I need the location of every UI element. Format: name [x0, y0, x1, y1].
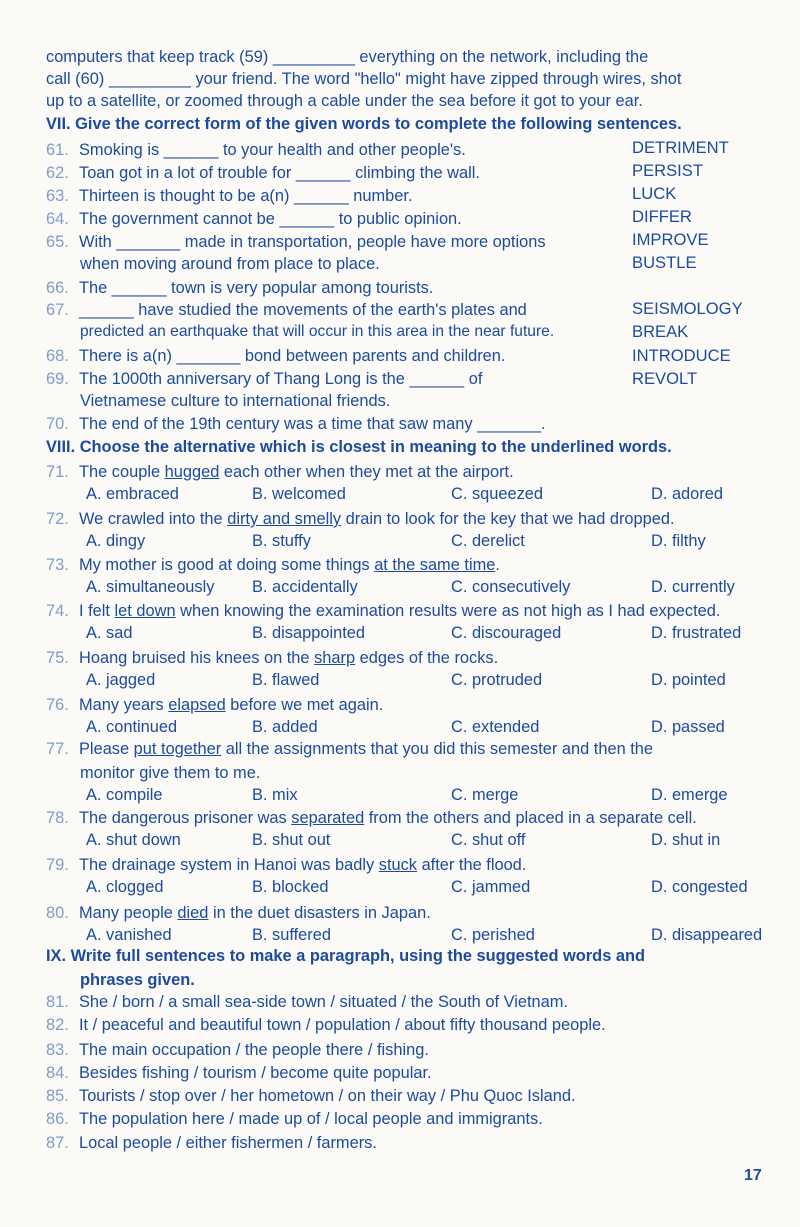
- item-68: 68. There is a(n) _______ bond between parents and children.: [46, 347, 506, 365]
- option-b[interactable]: B. welcomed: [252, 485, 346, 503]
- question-text: after the flood.: [417, 856, 527, 874]
- word-62: PERSIST: [632, 161, 704, 180]
- option-d[interactable]: D. passed: [651, 718, 725, 736]
- question-number: 72.: [46, 510, 69, 528]
- option-a[interactable]: A. sad: [86, 624, 133, 642]
- option-a[interactable]: A. continued: [86, 718, 178, 736]
- question-text: The couple: [79, 463, 165, 481]
- option-d[interactable]: D. filthy: [651, 532, 706, 550]
- item-69: 69. The 1000th anniversary of Thang Long is the ______ of: [46, 370, 483, 388]
- option-d[interactable]: D. currently: [651, 578, 735, 596]
- word-bustle: BUSTLE: [632, 253, 697, 272]
- option-d[interactable]: D. pointed: [651, 671, 726, 689]
- underlined-words: separated: [291, 809, 365, 827]
- question-76: [46, 695, 760, 715]
- word-68: INTRODUCE: [632, 346, 731, 365]
- option-c[interactable]: C. discouraged: [451, 624, 562, 642]
- question-text: from the others and placed in a separate cell.: [364, 809, 697, 827]
- section-9-heading: IX. Write full sentences to make a paragraph, using the suggested words and: [46, 947, 646, 965]
- question-79: [46, 855, 760, 875]
- intro-line: computers that keep track (59) _________ everything on the network, including the: [46, 48, 649, 66]
- underlined-words: elapsed: [168, 696, 226, 714]
- option-b[interactable]: B. disappointed: [252, 624, 365, 642]
- option-c[interactable]: C. protruded: [451, 671, 543, 689]
- option-d[interactable]: D. shut in: [651, 831, 721, 849]
- underlined-words: dirty and smelly: [227, 510, 342, 528]
- question-number: 71.: [46, 463, 69, 481]
- question-77: [46, 739, 760, 759]
- option-c[interactable]: C. merge: [451, 786, 519, 804]
- question-number: 76.: [46, 696, 69, 714]
- question-cont: monitor give them to me.: [80, 764, 261, 782]
- question-text: drain to look for the key that we had dropped.: [341, 510, 675, 528]
- question-number: 75.: [46, 649, 69, 667]
- question-80: [46, 903, 760, 923]
- option-c[interactable]: C. derelict: [451, 532, 525, 550]
- underlined-words: sharp: [314, 649, 356, 667]
- item-87: 87. Local people / either fishermen / farmers.: [46, 1134, 377, 1152]
- question-text: .: [495, 556, 500, 574]
- question-text: I felt: [79, 602, 115, 620]
- option-c[interactable]: C. squeezed: [451, 485, 544, 503]
- question-text: all the assignments that you did this semester and then the: [221, 740, 654, 758]
- option-b[interactable]: B. shut out: [252, 831, 331, 849]
- option-c[interactable]: C. extended: [451, 718, 540, 736]
- item-65-cont: when moving around from place to place.: [80, 255, 380, 273]
- underlined-words: let down: [114, 602, 176, 620]
- intro-line: call (60) _________ your friend. The word "hello" might have zipped through wires, shot: [46, 70, 682, 88]
- item-61: 61. Smoking is ______ to your health and other people's.: [46, 141, 466, 159]
- option-a[interactable]: A. vanished: [86, 926, 172, 944]
- question-71: [46, 462, 760, 482]
- word-64: DIFFER: [632, 207, 692, 226]
- option-a[interactable]: A. dingy: [86, 532, 146, 550]
- option-a[interactable]: A. compile: [86, 786, 163, 804]
- question-text: edges of the rocks.: [355, 649, 499, 667]
- option-b[interactable]: B. flawed: [252, 671, 320, 689]
- underlined-words: at the same time: [374, 556, 496, 574]
- question-text: The drainage system in Hanoi was badly: [79, 856, 379, 874]
- option-d[interactable]: D. disappeared: [651, 926, 763, 944]
- question-75: [46, 648, 760, 668]
- item-85: 85. Tourists / stop over / her hometown / on their way / Phu Quoc Island.: [46, 1087, 576, 1105]
- section-9-heading-cont: phrases given.: [80, 971, 195, 989]
- item-84: 84. Besides fishing / tourism / become quite popular.: [46, 1064, 432, 1082]
- option-a[interactable]: A. simultaneously: [86, 578, 215, 596]
- item-66: 66. The ______ town is very popular among tourists.: [46, 279, 434, 297]
- question-text: Many years: [79, 696, 169, 714]
- underlined-words: hugged: [164, 463, 220, 481]
- question-72: [46, 509, 760, 529]
- underlined-words: put together: [133, 740, 222, 758]
- item-83: 83. The main occupation / the people there / fishing.: [46, 1041, 429, 1059]
- option-d[interactable]: D. emerge: [651, 786, 728, 804]
- option-b[interactable]: B. added: [252, 718, 318, 736]
- option-b[interactable]: B. blocked: [252, 878, 329, 896]
- item-67-cont: predicted an earthquake that will occur in this area in the near future.: [80, 323, 555, 340]
- question-text: in the duet disasters in Japan.: [208, 904, 431, 922]
- item-63: 63. Thirteen is thought to be a(n) ______ number.: [46, 187, 413, 205]
- option-c[interactable]: C. shut off: [451, 831, 526, 849]
- question-text: My mother is good at doing some things: [79, 556, 375, 574]
- option-b[interactable]: B. suffered: [252, 926, 331, 944]
- word-63: LUCK: [632, 184, 677, 203]
- question-text: The dangerous prisoner was: [79, 809, 292, 827]
- question-number: 80.: [46, 904, 69, 922]
- item-81: 81. She / born / a small sea-side town / situated / the South of Vietnam.: [46, 993, 568, 1011]
- item-62: 62. Toan got in a lot of trouble for ______ climbing the wall.: [46, 164, 480, 182]
- option-c[interactable]: C. perished: [451, 926, 535, 944]
- question-74: [46, 601, 760, 621]
- option-a[interactable]: A. clogged: [86, 878, 164, 896]
- question-number: 74.: [46, 602, 69, 620]
- option-c[interactable]: C. jammed: [451, 878, 531, 896]
- word-61: DETRIMENT: [632, 138, 729, 157]
- question-text: each other when they met at the airport.: [219, 463, 514, 481]
- item-67: 67. ______ have studied the movements of the earth's plates and: [46, 301, 527, 319]
- word-65: IMPROVE: [632, 230, 709, 249]
- option-d[interactable]: D. adored: [651, 485, 723, 503]
- question-73: [46, 555, 760, 575]
- section-7-heading: VII. Give the correct form of the given words to complete the following sentences.: [46, 115, 682, 133]
- word-67: SEISMOLOGY: [632, 299, 743, 318]
- question-text: Hoang bruised his knees on the: [79, 649, 315, 667]
- item-86: 86. The population here / made up of / local people and immigrants.: [46, 1110, 543, 1128]
- option-d[interactable]: D. frustrated: [651, 624, 742, 642]
- question-text: Please: [79, 740, 134, 758]
- item-65: 65. With _______ made in transportation, people have more options: [46, 233, 546, 251]
- item-69-cont: Vietnamese culture to international friends.: [80, 392, 391, 410]
- option-b[interactable]: B. accidentally: [252, 578, 358, 596]
- question-78: [46, 808, 760, 828]
- option-a[interactable]: A. jagged: [86, 671, 156, 689]
- question-text: Many people: [79, 904, 178, 922]
- word-break: BREAK: [632, 322, 689, 341]
- item-64: 64. The government cannot be ______ to public opinion.: [46, 210, 462, 228]
- word-69: REVOLT: [632, 369, 698, 388]
- question-text: when knowing the examination results were as not high as I had expected.: [175, 602, 721, 620]
- intro-line: up to a satellite, or zoomed through a cable under the sea before it got to your ear.: [46, 92, 643, 110]
- page-number: 17: [744, 1167, 762, 1184]
- question-number: 78.: [46, 809, 69, 827]
- option-a[interactable]: A. shut down: [86, 831, 181, 849]
- section-8-heading: VIII. Choose the alternative which is closest in meaning to the underlined words.: [46, 438, 672, 456]
- question-number: 77.: [46, 740, 69, 758]
- question-number: 73.: [46, 556, 69, 574]
- underlined-words: died: [177, 904, 209, 922]
- option-d[interactable]: D. congested: [651, 878, 748, 896]
- item-82: 82. It / peaceful and beautiful town / population / about fifty thousand people.: [46, 1016, 606, 1034]
- option-a[interactable]: A. embraced: [86, 485, 179, 503]
- underlined-words: stuck: [378, 856, 418, 874]
- question-text: We crawled into the: [79, 510, 228, 528]
- question-number: 79.: [46, 856, 69, 874]
- question-text: before we met again.: [225, 696, 384, 714]
- option-c[interactable]: C. consecutively: [451, 578, 571, 596]
- option-b[interactable]: B. mix: [252, 786, 298, 804]
- item-70: 70. The end of the 19th century was a time that saw many _______.: [46, 415, 546, 433]
- option-b[interactable]: B. stuffy: [252, 532, 311, 550]
